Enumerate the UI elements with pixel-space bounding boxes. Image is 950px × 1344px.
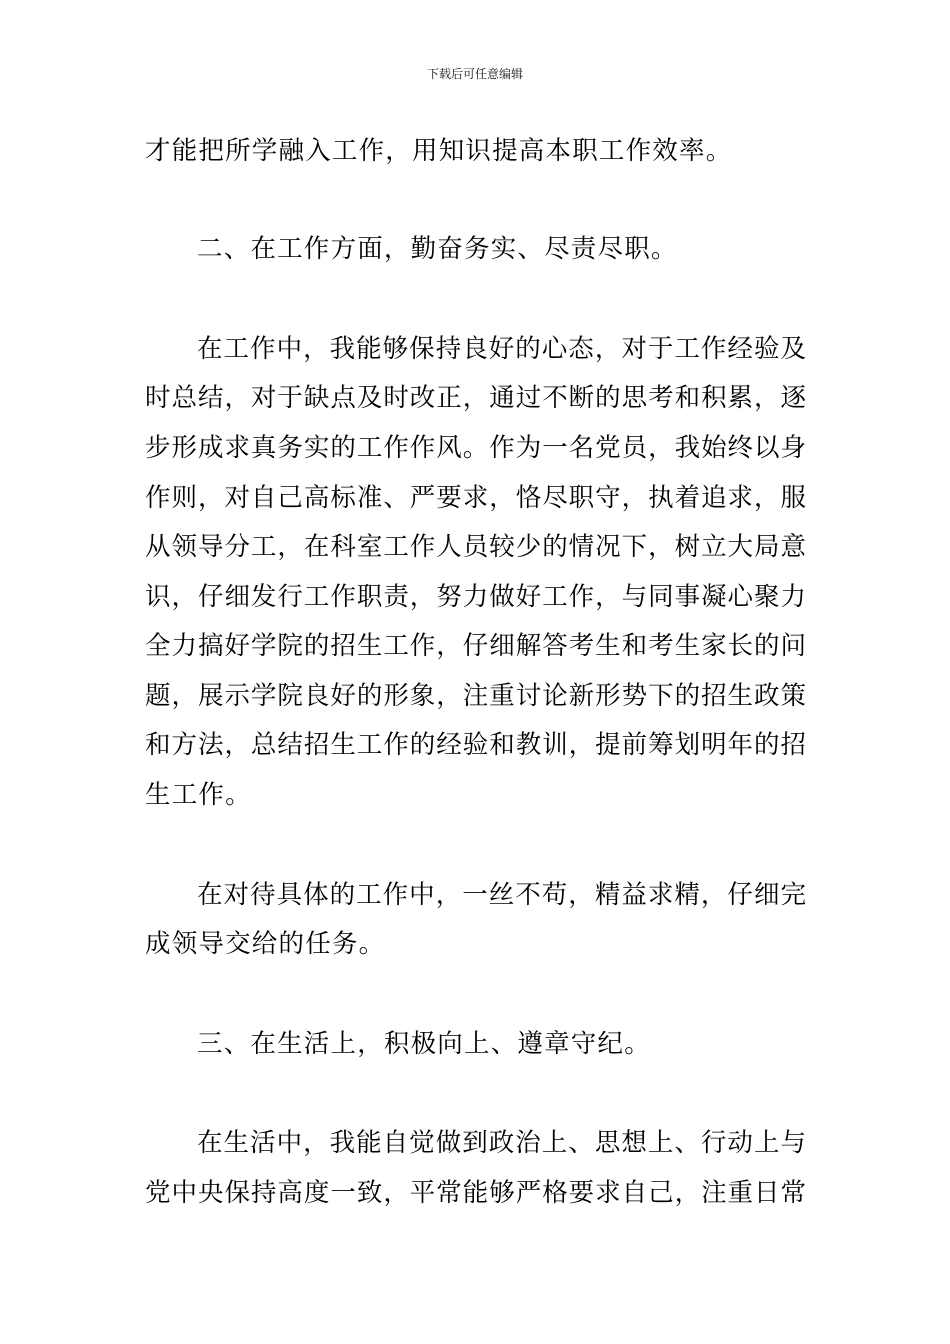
- text-line: 成领导交给的任务。: [145, 929, 386, 959]
- section-heading: 三、在生活上，积极向上、遵章守纪。: [197, 1029, 651, 1059]
- text-line: 在生活中，我能自觉做到政治上、思想上、行动上与: [197, 1128, 807, 1158]
- text-line: 作则，对自己高标准、严要求，恪尽职守，执着追求，服: [145, 483, 807, 513]
- text-line: 在工作中，我能够保持良好的心态，对于工作经验及: [197, 334, 807, 364]
- text-line: 全力搞好学院的招生工作，仔细解答考生和考生家长的问: [145, 631, 807, 661]
- page-header: 下载后可任意编辑: [426, 67, 523, 81]
- text-line: 时总结，对于缺点及时改正，通过不断的思考和积累，逐: [145, 383, 807, 413]
- text-line: 生工作。: [145, 780, 252, 810]
- text-line: 从领导分工，在科室工作人员较少的情况下，树立大局意: [145, 532, 807, 562]
- text-line: 才能把所学融入工作，用知识提高本职工作效率。: [145, 136, 733, 166]
- text-line: 党中央保持高度一致，平常能够严格要求自己，注重日常: [145, 1178, 807, 1208]
- text-line: 识，仔细发行工作职责，努力做好工作，与同事凝心聚力: [145, 582, 807, 612]
- text-line: 题，展示学院良好的形象，注重讨论新形势下的招生政策: [145, 681, 807, 711]
- text-line: 步形成求真务实的工作作风。作为一名党员，我始终以身: [145, 433, 807, 463]
- text-line: 和方法，总结招生工作的经验和教训，提前筹划明年的招: [145, 730, 807, 760]
- section-heading: 二、在工作方面，勤奋务实、尽责尽职。: [197, 234, 678, 264]
- text-line: 在对待具体的工作中，一丝不苟，精益求精，仔细完: [197, 880, 807, 910]
